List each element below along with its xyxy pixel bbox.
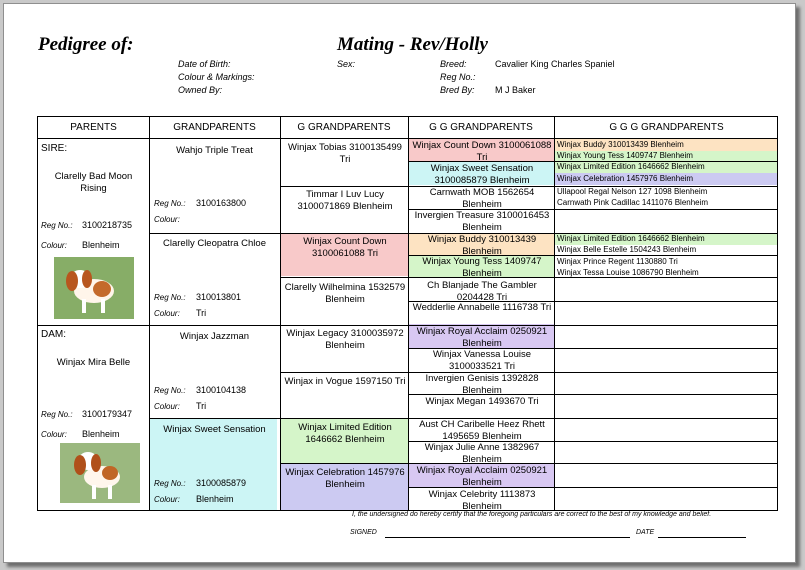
g-grandparent-4: Winjax Legacy 3100035972 Blenheim [286,328,404,351]
breed-value: Cavalier King Charles Spaniel [495,59,615,69]
pedigree-table [37,116,778,511]
gg-grandparent-7: Wedderlie Annabelle 1116738 Tri [412,302,552,313]
gp2-colour-label: Colour: [154,402,180,411]
gg-grandparent-15: Winjax Celebrity 1113873 Blenheim [428,489,536,511]
col-header-g-grandparents: G GRANDPARENTS [297,122,391,133]
certification-text: I, the undersigned do hereby certify that the foregoing particulars are correct to the best of my knowledge and belief. [352,511,712,518]
date-label: DATE [636,529,655,536]
grandparent-reg-3: 3100085879 [196,478,247,488]
dam-colour: Blenheim [82,429,120,439]
gg-grandparent-12: Aust CH Caribelle Heez Rhett 1495659 Blenheim [419,419,545,442]
gg-grandparent-2: Carnwath MOB 1562654 Blenheim [429,187,535,210]
dam-photo [60,443,140,503]
g-grandparent-3: Clarelly Wilhelmina 1532579 Blenheim [284,282,406,305]
grandparent-reg-1: 310013801 [196,292,242,302]
pedigree-of-label: Pedigree of: [38,34,134,55]
dam-reg: 3100179347 [82,409,133,419]
dam-label: DAM: [41,329,66,340]
colour-markings-label: Colour & Markings: [178,72,255,82]
gp2-reg-label: Reg No.: [154,386,186,395]
pedigree-sheet [3,3,796,563]
grandparent-name-0: Wahjo Triple Treat [176,145,253,156]
dob-label: Date of Birth: [178,59,231,69]
dam-reg-label: Reg No.: [41,410,73,419]
grandparent-colour-3: Blenheim [196,494,234,504]
gp1-colour-label: Colour: [154,309,180,318]
ggg-grandparent-2: Winjax Limited Edition 1646662 Blenheim [557,162,705,171]
dam-name: Winjax Mira Belle [56,357,131,368]
sex-label: Sex: [337,59,356,69]
grandparent-colour-1: Tri [196,308,207,318]
sire-reg: 3100218735 [82,220,133,230]
sire-photo [54,257,134,319]
gg-grandparent-11: Winjax Megan 1493670 Tri [425,396,539,407]
col-header-grandparents: GRANDPARENTS [173,122,256,133]
reg-no-label: Reg No.: [440,72,476,82]
ggg-grandparent-3: Winjax Celebration 1457976 Blenheim [557,174,694,183]
ggg-grandparent-8: Winjax Prince Regent 1130880 Tri [557,257,678,266]
g-grandparent-0: Winjax Tobias 3100135499 Tri [288,142,402,165]
bred-by-value: M J Baker [495,85,536,95]
ggg-grandparent-0: Winjax Buddy 310013439 Blenheim [557,140,684,149]
owned-by-label: Owned By: [178,85,223,95]
gp3-reg-label: Reg No.: [154,479,186,488]
ggg-grandparent-4: Ullapool Regal Nelson 127 1098 Blenheim [557,187,708,196]
gg-grandparent-10: Invergien Genisis 1392828 Blenheim [425,373,539,396]
pedigree-title: Mating - Rev/Holly [337,34,488,55]
gg-grandparent-14: Winjax Royal Acclaim 0250921 Blenheim [416,465,548,488]
gg-grandparent-5: Winjax Young Tess 1409747 Blenheim [422,256,542,279]
gg-grandparent-4: Winjax Buddy 310013439 Blenheim [427,234,537,257]
gg-grandparent-13: Winjax Julie Anne 1382967 Blenheim [424,442,540,465]
date-line [658,537,746,538]
ggg-grandparent-9: Winjax Tessa Louise 1086790 Blenheim [557,268,699,277]
dam-colour-label: Colour: [41,430,67,439]
gp0-reg-label: Reg No.: [154,199,186,208]
sire-colour: Blenheim [82,240,120,250]
gg-grandparent-1: Winjax Sweet Sensation 3100085879 Blenheim [430,163,534,186]
gg-grandparent-9: Winjax Vanessa Louise 3100033521 Tri [432,349,532,372]
grandparent-name-1: Clarelly Cleopatra Chloe [163,238,266,249]
grandparent-reg-0: 3100163800 [196,198,247,208]
sire-colour-label: Colour: [41,241,67,250]
g-grandparent-5: Winjax in Vogue 1597150 Tri [284,376,406,387]
col-header-gg-grandparents: G G GRANDPARENTS [429,122,533,133]
ggg-grandparent-5: Carnwath Pink Cadillac 1411076 Blenheim [557,198,709,207]
g-grandparent-2: Winjax Count Down 3100061088 Tri [303,236,387,259]
sire-label: SIRE: [41,143,68,154]
signed-label: SIGNED [350,529,377,536]
sire-reg-label: Reg No.: [41,221,73,230]
grandparent-name-3: Winjax Sweet Sensation [163,424,266,435]
breed-label: Breed: [440,59,467,69]
ggg-grandparent-6: Winjax Limited Edition 1646662 Blenheim [557,234,705,243]
gg-grandparent-3: Invergien Treasure 3100016453 Blenheim [414,210,550,233]
sire-name: Clarelly Bad Moon Rising [54,171,133,194]
bred-by-label: Bred By: [440,85,475,95]
g-grandparent-6: Winjax Limited Edition 1646662 Blenheim [298,422,392,445]
gg-grandparent-8: Winjax Royal Acclaim 0250921 Blenheim [416,326,548,349]
grandparent-name-2: Winjax Jazzman [179,331,250,342]
ggg-grandparent-1: Winjax Young Tess 1409747 Blenheim [557,151,693,160]
gg-grandparent-6: Ch Blanjade The Gambler 0204428 Tri [427,280,537,303]
gg-grandparent-0: Winjax Count Down 3100061088 Tri [412,140,552,163]
grandparent-colour-2: Tri [196,401,207,411]
signature-line [385,537,630,538]
gp3-colour-label: Colour: [154,495,180,504]
g-grandparent-7: Winjax Celebration 1457976 Blenheim [285,467,405,490]
ggg-grandparent-7: Winjax Belle Estelle 1504243 Blenheim [557,245,697,254]
col-header-parents: PARENTS [70,122,117,133]
col-header-ggg-grandparents: G G G GRANDPARENTS [609,122,724,133]
gp1-reg-label: Reg No.: [154,293,186,302]
g-grandparent-1: Timmar I Luv Lucy 3100071869 Blenheim [297,189,393,212]
gp0-colour-label: Colour: [154,215,180,224]
grandparent-reg-2: 3100104138 [196,385,247,395]
